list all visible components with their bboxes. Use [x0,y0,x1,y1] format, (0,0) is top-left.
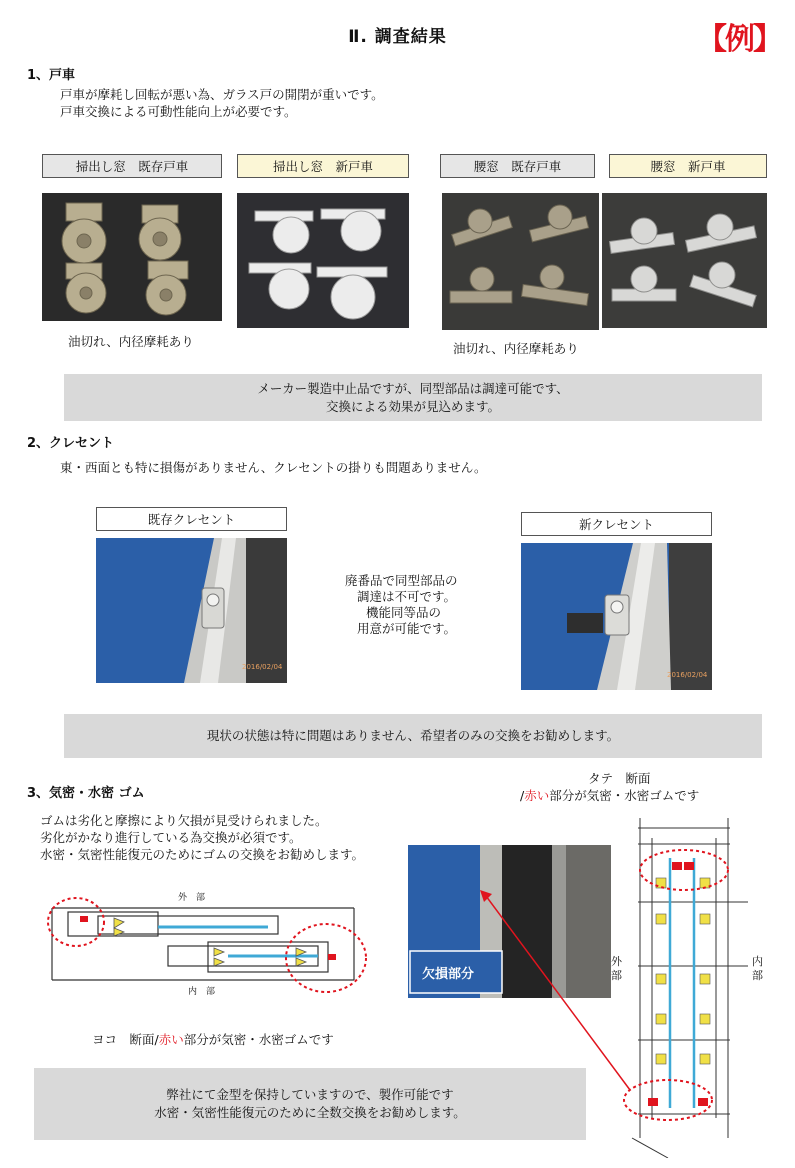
yoko-caption-red: 赤い [158,1032,184,1047]
caption-waist-existing: 油切れ、内径摩耗あり [453,341,579,356]
label-sweep-existing: 掃出し窓 既存戸車 [42,154,222,178]
crescent-center-line-4: 用意が可能です。 [357,621,457,636]
crescent-center-line-2: 調達は不可です。 [357,589,457,604]
label-existing-crescent: 既存クレセント [96,507,287,531]
section-3-desc-2: 劣化がかなり進行している為交換が必須です。 [40,830,302,845]
photo-waist-existing-rollers [442,193,599,330]
section-2-heading: 2、クレセント [27,436,115,451]
section-3-desc-3: 水密・気密性能復元のためにゴムの交換をお勧めします。 [40,847,365,862]
section-1-note-line-1: メーカー製造中止品ですが、同型部品は調達可能です、 [257,380,569,396]
photo-sweep-existing-rollers [42,193,222,321]
crescent-center-line-1: 廃番品で同型部品の [345,573,458,588]
photo-existing-crescent [96,538,287,683]
section-1-heading: 1、戸車 [27,68,76,83]
caption-sweep-existing: 油切れ、内径摩耗あり [68,334,194,349]
section-3-note-line-1: 弊社にて金型を保持していますので、製作可能です [166,1087,454,1102]
label-waist-existing: 腰窓 既存戸車 [440,154,595,178]
yoko-section-caption [92,1031,334,1048]
label-sweep-new: 掃出し窓 新戸車 [237,154,409,178]
tate-label-inside: 内部 [752,955,763,982]
section-3-desc-1: ゴムは劣化と摩擦により欠損が見受けられました。 [40,813,328,828]
new-crescent-date: 2016/02/04 [667,671,708,679]
section-3-note-line-2: 水密・気密性能復元のために全数交換をお勧めします。 [154,1105,466,1120]
section-1-note [64,374,762,421]
damage-label: 欠損部分 [422,967,475,982]
page-title: Ⅱ. 調査結果 [348,27,447,47]
yoko-caption-post: 部分が気密・水密ゴムです [183,1032,334,1047]
section-2-desc: 東・西面とも特に損傷がありません、クレセントの掛りも問題ありません。 [60,460,487,475]
section-1-desc-1: 戸車が摩耗し回転が悪い為、ガラス戸の開閉が重いです。 [60,87,384,102]
crescent-center-line-3: 機能同等品の [366,605,442,620]
photo-waist-new-rollers [602,193,767,328]
section-3-note [34,1068,586,1140]
yoko-label-inside: 内 部 [188,987,216,997]
tate-caption-post: 部分が気密・水密ゴムです [549,788,700,803]
photo-new-crescent [521,543,712,690]
label-new-crescent: 新クレセント [521,512,712,536]
photo-sweep-new-rollers [237,193,409,328]
label-waist-new: 腰窓 新戸車 [609,154,767,178]
yoko-caption-pre: ヨコ 断面/ [92,1032,159,1047]
tate-label-outside: 外部 [611,955,622,982]
section-1-note-line-2: 交換による効果が見込めます。 [325,398,500,414]
example-badge: 【例】 [697,22,781,57]
section-2-note-text: 現状の状態は特に問題はありません、希望者のみの交換をお勧めします。 [206,728,620,743]
yoko-label-outside: 外 部 [178,893,206,903]
tate-caption-red: 赤い [524,788,550,803]
tate-caption-pre: / [520,788,525,803]
yoko-section-diagram [38,888,368,1000]
existing-crescent-date: 2016/02/04 [242,663,283,671]
section-3-heading: 3、気密・水密 ゴム [27,786,145,801]
section-2-note [64,714,762,758]
tate-section-caption [520,787,699,804]
tate-section-title: タテ 断面 [588,771,651,786]
section-1-desc-2: 戸車交換による可動性能向上が必要です。 [60,104,297,119]
